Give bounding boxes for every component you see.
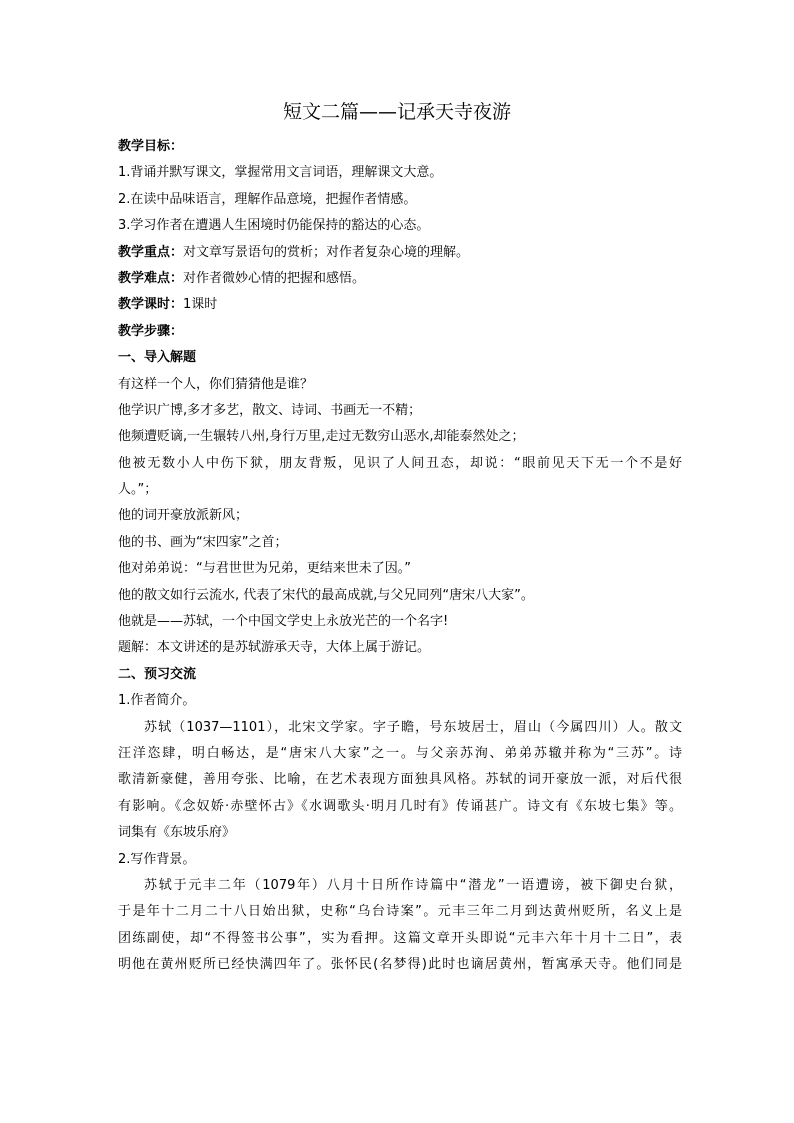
author-line: 歌清新豪健，善用夸张、比喻，在艺术表现方面独具风格。苏轼的词开豪放一派，对后代很: [118, 772, 682, 788]
objective-item: 1.背诵并默写课文，掌握常用文言词语，理解课文大意。: [118, 165, 443, 181]
author-line: 苏轼（1037—1101），北宋文学家。字子瞻，号东坡居士，眉山（今属四川）人。散文: [144, 719, 682, 735]
intro-line: 他就是——苏轼，一个中国文学史上永放光芒的一个名字!: [118, 614, 449, 630]
key-points: [118, 240, 682, 266]
difficulties-label: 教学难点：: [118, 270, 184, 286]
document-body: [118, 134, 682, 979]
intro-line: 他的书、画为“宋四家”之首；: [118, 534, 288, 550]
intro-line: 他对弟弟说：“与君世世为兄弟，更结来世未了因。”: [118, 561, 411, 577]
objective-item: 2.在读中品味语言，理解作品意境，把握作者情感。: [118, 191, 417, 207]
author-line: 汪洋恣肆，明白畅达，是“唐宋八大家”之一。与父亲苏洵、弟弟苏辙并称为“三苏”。诗: [118, 745, 682, 761]
document-title: 短文二篇——记承天寺夜游: [282, 101, 511, 123]
objective-item: 3.学习作者在遭遇人生困境时仍能保持的豁达的心态。: [118, 218, 430, 234]
objectives-heading: 教学目标：: [118, 139, 184, 154]
difficulties-text: 对作者微妙心情的把握和感悟。: [183, 270, 366, 286]
intro-line: 他的词开豪放派新风；: [118, 508, 249, 524]
key-points-text: 对文章写景语句的赏析；对作者复杂心境的理解。: [183, 244, 470, 260]
background-line: 明他在黄州贬所已经快满四年了。张怀民(名梦得)此时也谪居黄州，暂寓承天寺。他们同是: [118, 957, 682, 973]
background-line: 苏轼于元丰二年（1079年）八月十日所作诗篇中“潜龙”一语遭谤，被下御史台狱，: [144, 877, 682, 893]
section-heading: 一、导入解题: [118, 350, 197, 366]
intro-line: 他学识广博,多才多艺，散文、诗词、书画无一不精；: [118, 402, 422, 418]
intro-line: 题解：本文讲述的是苏轼游承天寺，大体上属于游记。: [118, 640, 431, 656]
class-hours: [118, 292, 682, 318]
author-line: 词集有《东坡乐府》: [118, 825, 236, 841]
class-hours-label: 教学课时：: [118, 297, 184, 313]
subsection-heading: 1.作者简介。: [118, 693, 196, 709]
intro-line: 有这样一个人，你们猜猜他是谁？: [118, 376, 314, 392]
subsection-heading: 2.写作背景。: [118, 851, 196, 867]
background-line: 团练副使，却“不得签书公事”，实为看押。这篇文章开头即说“元丰六年十月十二日”，表: [118, 930, 682, 946]
section-heading: 二、预习交流: [118, 666, 197, 682]
intro-line: 他频遭贬谪,一生辗转八州,身行万里,走过无数穷山恶水,却能泰然处之；: [118, 429, 525, 445]
author-line: 有影响。《念奴娇·赤壁怀古》《水调歌头·明月几时有》传诵甚广。诗文有《东坡七集》等。: [118, 798, 682, 814]
key-points-label: 教学重点：: [118, 244, 184, 260]
intro-line: 他的散文如行云流水, 代表了宋代的最高成就,与父兄同列“唐宋八大家”。: [118, 587, 534, 603]
class-hours-text: 1课时: [183, 297, 218, 313]
intro-line: 他被无数小人中伤下狱，朋友背叛，见识了人间丑态，却说：“眼前见天下无一个不是好: [118, 455, 682, 471]
difficulties: [118, 266, 682, 292]
background-line: 于是年十二月二十八日始出狱，史称“乌台诗案”。元丰三年二月到达黄州贬所，名义上是: [118, 904, 682, 920]
intro-line: 人。”；: [118, 482, 158, 498]
steps-heading: 教学步骤：: [118, 323, 184, 339]
